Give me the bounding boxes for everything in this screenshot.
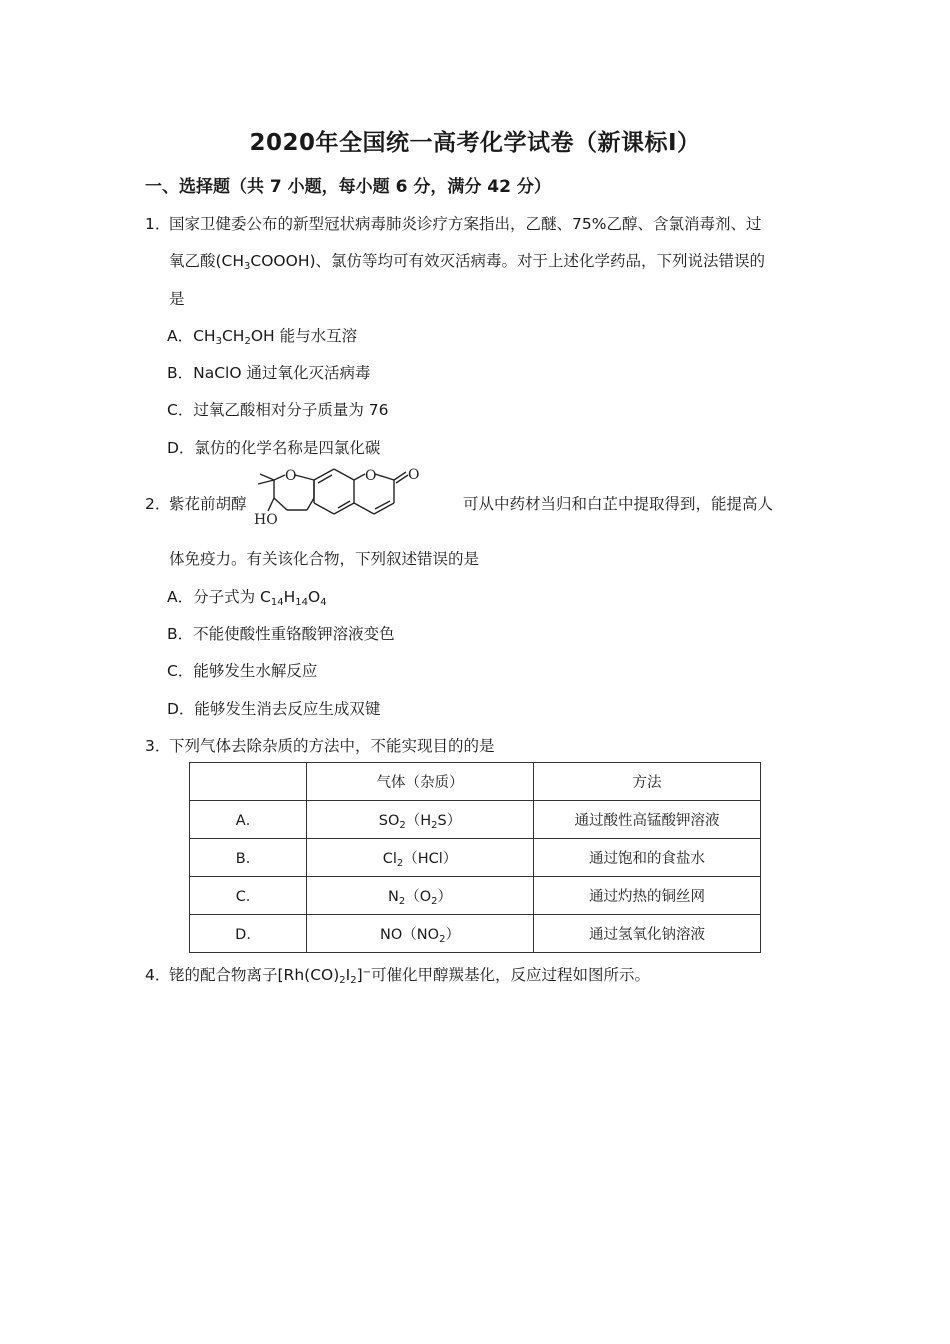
row-method: 通过饱和的食盐水 [534, 839, 761, 877]
q2-option-d: D．能够发生消去反应生成双键 [167, 700, 381, 718]
table-row [190, 839, 761, 877]
mol-oxygen-2: O [365, 468, 377, 484]
row-method: 通过酸性高锰酸钾溶液 [534, 801, 761, 839]
table-row [190, 877, 761, 915]
q1-option-b: B．NaClO 通过氧化灭活病毒 [167, 364, 371, 382]
row-gas: $N_2(O_2)$ [307, 877, 534, 915]
q2-number: 2． [145, 495, 171, 513]
mol-hydroxyl: HO [254, 512, 278, 528]
q2-compound-name: 紫花前胡醇 [169, 495, 247, 513]
row-option: B． [190, 839, 307, 877]
row-method: 通过氢氧化钠溶液 [534, 915, 761, 953]
table-header-cell: 方法 [534, 763, 761, 801]
q1-option-a: A．$CH_3CH_2OH$ 能与水互溶 [167, 327, 358, 347]
row-gas: $SO_2(H_2S)$ [307, 801, 534, 839]
table-row [190, 801, 761, 839]
q1-option-c: C．过氧乙酸相对分子质量为 76 [167, 401, 389, 419]
table-row [190, 915, 761, 953]
row-option: A． [190, 801, 307, 839]
q4-text: 铑的配合物离子$[Rh(CO)_2I_2]^-$可催化甲醇羰基化，反应过程如图所示。 [169, 966, 651, 986]
table-header-row [190, 763, 761, 801]
q3-table [189, 762, 761, 953]
q2-text-after: 可从中药材当归和白芷中提取得到，能提高人 [463, 495, 774, 513]
q2-option-a: A．分子式为 $C_{14}H_{14}O_4$ [167, 588, 327, 608]
mol-oxygen-1: O [285, 468, 297, 484]
page-title: 2020年全国统一高考化学试卷（新课标Ⅰ） [249, 130, 701, 156]
table-header-cell: 气体（杂质） [307, 763, 534, 801]
q3-number: 3． [145, 737, 171, 755]
table-header-cell [190, 763, 307, 801]
q1-text-line1: 国家卫健委公布的新型冠状病毒肺炎诊疗方案指出，乙醚、75%乙醇、含氯消毒剂、过 [169, 215, 762, 233]
q4-number: 4． [145, 966, 171, 984]
row-method: 通过灼热的铜丝网 [534, 877, 761, 915]
molecule-structure-diagram [252, 466, 462, 538]
row-option: D． [190, 915, 307, 953]
q2-text-line2: 体免疫力。有关该化合物，下列叙述错误的是 [169, 550, 480, 568]
row-gas: $NO(NO_2)$ [307, 915, 534, 953]
q1-number: 1． [145, 215, 171, 233]
q3-text: 下列气体去除杂质的方法中，不能实现目的的是 [169, 737, 495, 755]
q1-text-line3: 是 [169, 290, 185, 308]
q1-text-line2: 氧乙酸$(CH_3COOOH)$、氯仿等均可有效灭活病毒。对于上述化学药品，下列说法错误的 [169, 252, 766, 272]
q2-option-b: B．不能使酸性重铬酸钾溶液变色 [167, 625, 395, 643]
q2-option-c: C．能够发生水解反应 [167, 662, 318, 680]
mol-oxygen-3: O [408, 467, 420, 483]
row-option: C． [190, 877, 307, 915]
q1-option-d: D．氯仿的化学名称是四氯化碳 [167, 439, 381, 457]
section-heading: 一、选择题（共 7 小题，每小题 6 分，满分 42 分） [145, 177, 551, 197]
row-gas: $Cl_2(HCl)$ [307, 839, 534, 877]
